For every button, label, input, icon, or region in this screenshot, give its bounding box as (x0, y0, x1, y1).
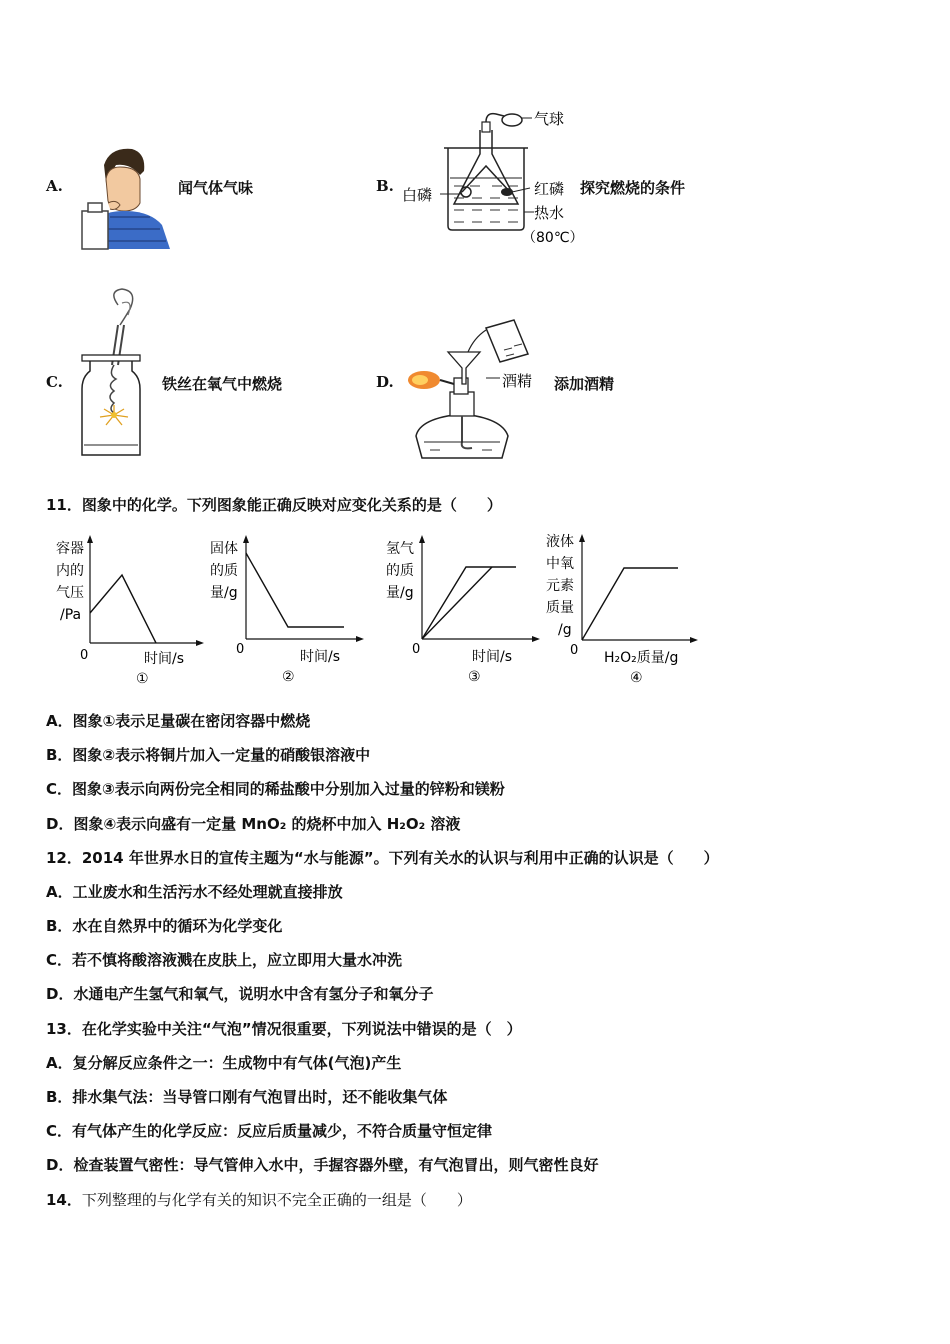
chart-4-curve (582, 568, 678, 640)
chart-3-ylabel-2: 的质 (386, 563, 414, 579)
white-phosphorus-label: 白磷 (402, 186, 433, 204)
iron-wire-bottle-figure (78, 285, 148, 460)
chart-2-curve (246, 553, 344, 627)
red-phosphorus-label: 红磷 (534, 180, 565, 198)
chart-1-ylabel-1: 容器 (56, 541, 84, 557)
chart-4-ylabel-3: 元素 (546, 578, 574, 594)
balloon-label: 气球 (534, 110, 565, 128)
chart-3-curve-mg (422, 567, 516, 639)
chart-1-xlabel: 时间/s (144, 651, 185, 667)
chart-2-ylabel-1: 固体 (210, 541, 238, 557)
chart-4-ylabel-4: 质量 (546, 600, 574, 616)
q13-stem: 13．在化学实验中关注“气泡”情况很重要，下列说法中错误的是（ ） (46, 1020, 522, 1038)
q12-option-b: B．水在自然界中的循环为化学变化 (46, 917, 283, 935)
q14-line (46, 1189, 472, 1210)
option-c-text: 铁丝在氧气中燃烧 (162, 375, 283, 393)
option-c-letter: C. (46, 373, 63, 391)
chart-4-id: ④ (630, 670, 643, 686)
alcohol-lamp-figure (402, 318, 542, 463)
chart-2-id: ② (282, 669, 295, 685)
chart-4-origin: 0 (570, 643, 579, 658)
chart-3-curve-zn (422, 567, 492, 639)
option-a-letter: A. (46, 177, 63, 195)
chart-3-ylabel-1: 氢气 (386, 541, 414, 557)
q13-option-d: D．检查装置气密性：导气管伸入水中，手握容器外壁，有气泡冒出，则气密性良好 (46, 1156, 599, 1174)
option-b-letter: B. (376, 177, 394, 195)
chart-4-ylabel-1: 液体 (546, 534, 574, 550)
q14-stem: 下列整理的与化学有关的知识不完全正确的一组是（ ） (81, 1191, 472, 1209)
option-d-text: 添加酒精 (554, 375, 615, 393)
q13-option-a: A．复分解反应条件之一：生成物中有气体(气泡)产生 (46, 1054, 402, 1072)
option-d-letter: D. (376, 373, 394, 391)
chart-1-ylabel-2: 内的 (56, 563, 84, 579)
chart-2-ylabel-2: 的质 (210, 563, 238, 579)
option-b-text: 探究燃烧的条件 (580, 179, 686, 197)
temperature-label: （80℃） (522, 230, 584, 246)
chart-2 (204, 535, 369, 685)
q11-option-c: C．图象③表示向两份完全相同的稀盐酸中分别加入过量的锌粉和镁粉 (46, 780, 505, 798)
chart-1-curve (90, 575, 156, 643)
q12-option-c: C．若不慎将酸溶液溅在皮肤上，应立即用大量水冲洗 (46, 951, 403, 969)
combustion-beaker-figure (400, 108, 585, 253)
alcohol-label: 酒精 (502, 372, 533, 390)
q12-option-a: A．工业废水和生活污水不经处理就直接排放 (46, 883, 343, 901)
chart-2-origin: 0 (236, 642, 245, 657)
chart-3-id: ③ (468, 669, 481, 685)
chart-2-xlabel: 时间/s (300, 649, 341, 665)
chart-1-ylabel-4: /Pa (60, 607, 82, 623)
chart-4-xlabel: H₂O₂质量/g (604, 650, 679, 666)
chart-4-ylabel-2: 中氧 (546, 556, 574, 572)
q14-number: 14． (46, 1191, 82, 1209)
chart-3-origin: 0 (412, 642, 421, 657)
q12-stem: 12．2014 年世界水日的宣传主题为“水与能源”。下列有关水的认识与利用中正确的认识是（ ） (46, 849, 719, 867)
q12-option-d: D．水通电产生氢气和氧气，说明水中含有氢分子和氧分子 (46, 985, 434, 1003)
chart-1 (44, 535, 204, 685)
chart-1-ylabel-3: 气压 (56, 585, 84, 601)
q11-option-d: D．图象④表示向盛有一定量 MnO₂ 的烧杯中加入 H₂O₂ 溶液 (46, 815, 461, 833)
chart-3 (380, 535, 545, 685)
q13-option-b: B．排水集气法：当导管口刚有气泡冒出时，还不能收集气体 (46, 1088, 448, 1106)
smell-gas-figure (80, 145, 172, 250)
chart-3-xlabel: 时间/s (472, 649, 513, 665)
chart-1-id: ① (136, 671, 149, 685)
chart-1-origin: 0 (80, 648, 89, 663)
q11-option-b: B．图象②表示将铜片加入一定量的硝酸银溶液中 (46, 746, 371, 764)
chart-4 (538, 530, 703, 690)
q13-option-c: C．有气体产生的化学反应：反应后质量减少，不符合质量守恒定律 (46, 1122, 493, 1140)
chart-2-ylabel-3: 量/g (210, 585, 238, 601)
chart-3-ylabel-3: 量/g (386, 585, 414, 601)
hot-water-label: 热水 (534, 204, 565, 222)
q11-stem: 11．图象中的化学。下列图象能正确反映对应变化关系的是（ ） (46, 496, 502, 514)
chart-4-ylabel-5: /g (558, 622, 572, 638)
q11-option-a: A．图象①表示足量碳在密闭容器中燃烧 (46, 712, 311, 730)
option-a-text: 闻气体气味 (178, 179, 254, 197)
